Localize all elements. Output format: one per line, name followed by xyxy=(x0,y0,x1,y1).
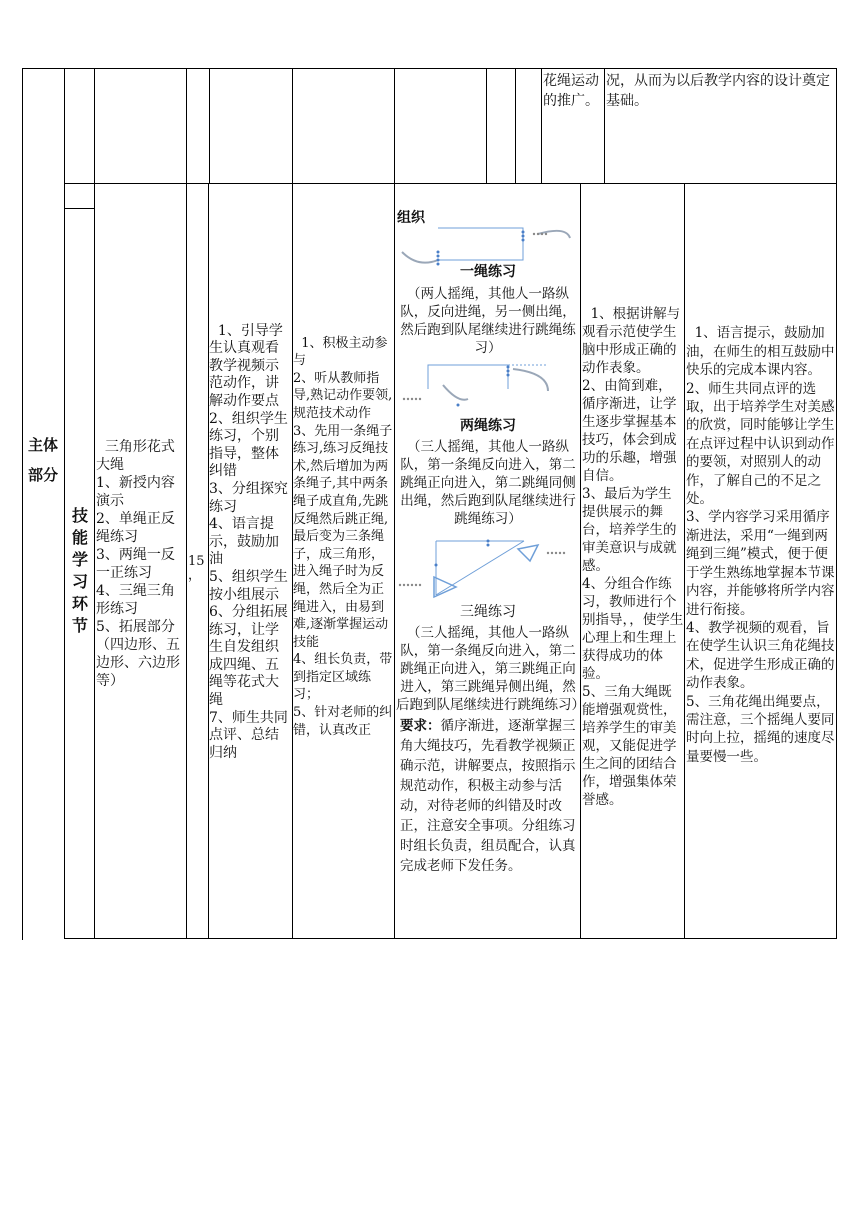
design-intent-text: 1、根据讲解与观看示范使学生脑中形成正确的动作表象。 2、由简到难，循序渐进，让学生逐步掌握基本技巧，体会到成功的乐趣，增强自信。 3、最后为学生提供展示的舞台，培养学生的审美意识与成就感。 4、分组合作练习，教师进行个别指导，，使学生心理上和生理上获得成功的体验。 5、三角大绳既能增强观赏性，培养学生的审美观，又能促进学生之间的团结合作，增强集体荣誉感。 xyxy=(582,306,684,808)
top-row-notes-cell xyxy=(606,71,835,111)
one-rope-title: 一绳练习 xyxy=(460,264,516,280)
teacher-activity-cell xyxy=(209,305,292,762)
content-text: 三角形花式大绳 1、新授内容演示 2、单绳正反绳练习 3、两绳一反一正练习 4、三绳三角形练习 5、拓展部分（四边形、五边形、六边形等） xyxy=(96,439,180,689)
three-rope-title: 三绳练习 xyxy=(460,604,516,620)
organization-heading: 组织 xyxy=(397,210,425,226)
student-activity-cell xyxy=(293,317,394,739)
skill-section-label: 技能学习环节 xyxy=(71,506,88,635)
two-rope-diagram xyxy=(398,355,578,411)
content-cell xyxy=(96,420,186,690)
one-rope-diagram xyxy=(398,222,578,270)
three-rope-diagram xyxy=(398,535,578,603)
student-activity-text: 1、积极主动参与 2、听从教师指导,熟记动作要领,规范技术动作 3、先用一条绳子练习,练习反绳技术,然后增加为两条绳子,其中两条绳子成直角,先跳反绳然后跳正绳,最后变为三条绳子，成三角形，进入绳子时为反绳，然后全为正绳进入，由易到难,逐渐掌握运动技能 4、组长负责，带到指定区域练习； 5、针对老师的纠错，认真改正 xyxy=(293,335,393,738)
requirements-label: 要求： xyxy=(400,718,441,734)
time-cell xyxy=(188,555,208,583)
requirements-text: 循序渐进，逐渐掌握三角大绳技巧，先看教学视频正确示范，讲解要点，按照指示规范动作，积极主动参与活动，对待老师的纠错及时改正，注意安全事项。分组练习时组长负责，组员配合，认真完成老师下发任务。 xyxy=(400,718,576,874)
notes-cell xyxy=(686,306,836,766)
design-intent-cell xyxy=(582,287,684,809)
top-row-notes-text: 况，从而为以后教学内容的设计奠定基础。 xyxy=(606,73,830,109)
main-section-label: 主体部分 xyxy=(27,436,58,484)
teacher-activity-text: 1、引导学生认真观看教学视频示范动作，讲解动作要点 2、组织学生练习，个别指导，整体纠错 3、分组探究练习 4、语言提示，鼓励加油 5、组织学生按小组展示 6、分组拓展练习，让学生自发组织成四绳、五绳等花式大绳 7、师生共同点评、总结归纳 xyxy=(209,322,288,761)
top-row-purpose-text: 花绳运动的推广。 xyxy=(543,73,599,109)
top-row-purpose-cell xyxy=(543,71,603,111)
notes-text: 1、语言提示，鼓励加油，在师生的相互鼓励中快乐的完成本课内容。 2、师生共同点评的选取，出于培养学生对美感的欣赏，同时能够让学生在点评过程中认识到动作的要领，对照别人的动作，了解自己的不足之处。 3、学内容学习采用循序渐进法，采用“一绳到两绳到三绳”模式，便于便于学生熟练地掌握本节课内容，并能够将所学内容进行衔接。 4、教学视频的观看，旨在使学生认识三角花绳技术，促进学生形成正确的动作表象。 5、三角花绳出绳要点，需注意，三个摇绳人要同时向上拉，摇绳的速度尽量要慢一些。 xyxy=(686,325,835,765)
time-value: 15 xyxy=(188,554,205,569)
two-rope-description: （三人摇绳，其他人一路纵队，第一条绳反向进入，第二跳绳正向进入，第二跳绳同侧出绳，然后跑到队尾继续进行跳绳练习） xyxy=(400,439,576,527)
organization-requirements xyxy=(400,716,578,876)
three-rope-description: （三人摇绳，其他人一路纵队，第一条绳反向进入，第二跳绳正向进入，第三跳绳正向进入，第三跳绳异侧出绳，然后跑到队尾继续进行跳绳练习） xyxy=(396,625,585,713)
time-mark: ， xyxy=(188,568,202,583)
two-rope-title: 两绳练习 xyxy=(460,418,516,434)
one-rope-description: （两人摇绳，其他人一路纵队，反向进绳，另一侧出绳，然后跑到队尾继续进行跳绳练习） xyxy=(400,286,576,356)
